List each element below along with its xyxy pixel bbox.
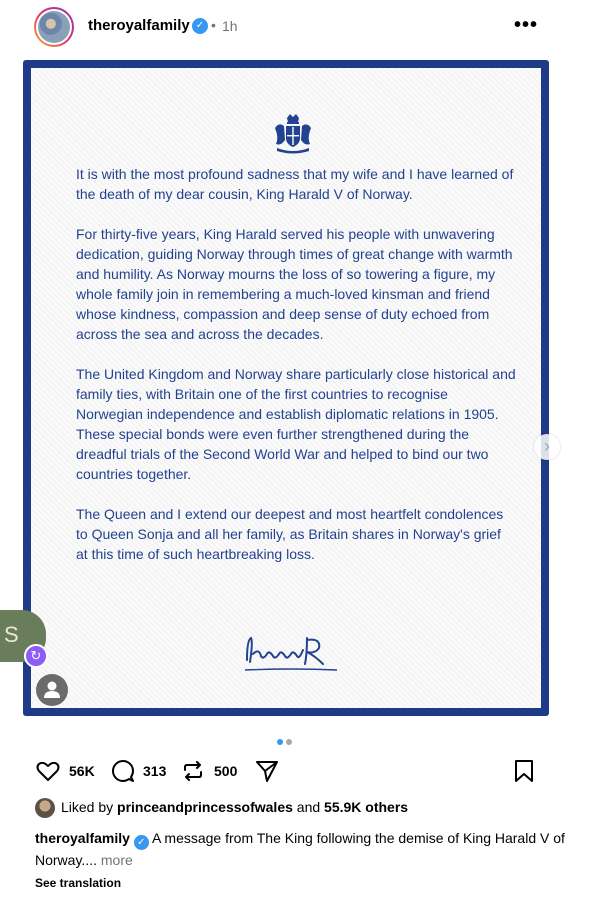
royal-crest-icon [271, 112, 315, 156]
see-translation-link[interactable]: See translation [35, 876, 122, 890]
user-icon [36, 674, 68, 706]
post-caption [35, 828, 575, 870]
royal-signature [241, 630, 341, 676]
carousel-dot-active [277, 739, 283, 745]
repost-icon[interactable] [180, 758, 206, 784]
letter-paragraph: For thirty-five years, King Harald served his people with unwavering dedication, guiding Norway through times of great change with warmth and humility. As Norway mourns the loss of so towering a figure, my whole family join in remembering a much-loved kinsman and friend whose kindness, compassion and deep sense of duty echoed from across the sea and across the decades. [76, 226, 513, 342]
liked-by-middle: and [292, 799, 325, 815]
letter-paragraph: The United Kingdom and Norway share particularly close historical and family ties, with Britain one of the first countries to recognise Norwegian independence and establish diplomatic relations in 1905. These special bonds were even further strengthened during the dreadful trials of the Second World War and helped to bind our two countries together. [76, 366, 516, 482]
liked-by-account-link[interactable]: princeandprincessofwales [117, 799, 293, 815]
next-image-button[interactable]: › [534, 434, 560, 460]
share-icon[interactable] [254, 758, 280, 784]
profile-avatar[interactable] [34, 7, 74, 47]
letter-paragraph: The Queen and I extend our deepest and most heartfelt condolences to Queen Sonja and all her family, as Britain shares in Norway's grief at this time of such heartbreaking loss. [76, 506, 504, 562]
more-options-button[interactable]: ••• [514, 14, 539, 36]
bookmark-icon[interactable] [511, 758, 537, 784]
verified-badge-icon: ✓ [192, 18, 208, 34]
post-image[interactable] [23, 60, 549, 716]
liked-by-avatar[interactable] [35, 798, 55, 818]
carousel-indicator [277, 732, 295, 750]
caption-more-link[interactable]: more [100, 852, 133, 868]
separator-dot: • [211, 17, 216, 33]
extension-sync-icon[interactable]: ↻ [24, 644, 48, 668]
caption-username-link[interactable]: theroyalfamily [35, 830, 130, 846]
liked-by-others-link[interactable]: 55.9K others [324, 799, 409, 815]
username-link[interactable]: theroyalfamily [88, 17, 190, 34]
comment-icon[interactable] [110, 758, 136, 784]
heart-icon[interactable] [35, 758, 61, 784]
comment-count[interactable]: 313 [143, 763, 167, 779]
avatar-photo [38, 11, 70, 43]
letter-text [76, 164, 516, 584]
letter-paper [31, 68, 541, 708]
like-count[interactable]: 56K [69, 763, 95, 779]
extension-logo-icon: S [4, 622, 19, 647]
verified-badge-icon: ✓ [134, 835, 149, 850]
liked-by-prefix: Liked by [61, 799, 118, 815]
action-bar [0, 754, 608, 788]
post-timestamp[interactable]: 1h [222, 18, 238, 34]
carousel-dot [286, 739, 292, 745]
post-header [0, 0, 608, 56]
caption-text: A message from The King following the demise of King Harald V of Norway.... [35, 830, 565, 868]
letter-paragraph: It is with the most profound sadness that my wife and I have learned of the death of my dear cousin, King Harald V of Norway. [76, 166, 514, 202]
repost-count[interactable]: 500 [214, 763, 238, 779]
tagged-users-button[interactable] [36, 674, 68, 706]
